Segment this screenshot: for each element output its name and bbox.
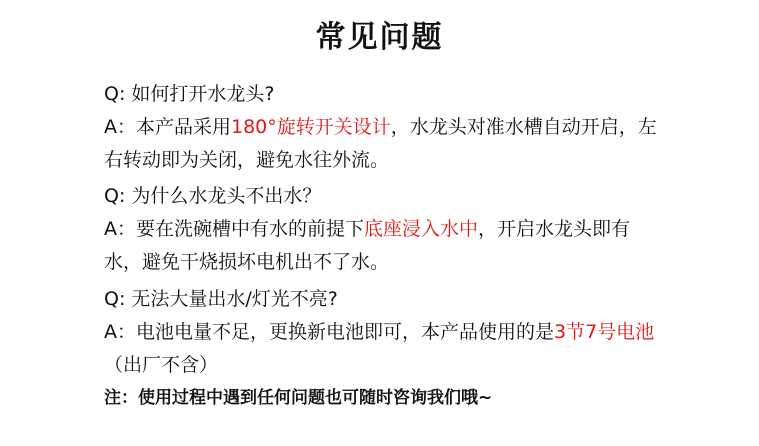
faq-question: Q: 如何打开水龙头? bbox=[104, 83, 275, 105]
footer-note: 注：使用过程中遇到任何问题也可随时咨询我们哦~ bbox=[104, 388, 493, 408]
faq-item bbox=[104, 283, 664, 382]
answer-text: （出厂不含） bbox=[104, 354, 219, 376]
answer-text: A：本产品采用 bbox=[104, 116, 231, 138]
answer-text: ，开启水龙头即有水，避免干烧损坏电机出不了水。 bbox=[104, 218, 631, 273]
faq-item bbox=[104, 180, 664, 279]
faq-answer bbox=[104, 213, 664, 279]
answer-text: A：电池电量不足，更换新电池即可，本产品使用的是 bbox=[104, 321, 554, 343]
answer-highlight: 底座浸入水中 bbox=[364, 218, 479, 240]
faq-answer bbox=[104, 316, 664, 382]
answer-highlight: 180°旋转开关设计 bbox=[231, 116, 391, 138]
faq-answer bbox=[104, 111, 664, 177]
page-title: 常见问题 bbox=[315, 20, 444, 55]
answer-highlight: 3节7号电池 bbox=[554, 321, 655, 343]
answer-text: A：要在洗碗槽中有水的前提下 bbox=[104, 218, 364, 240]
faq-question: Q: 无法大量出水/灯光不亮? bbox=[104, 288, 338, 310]
faq-question: Q: 为什么水龙头不出水？ bbox=[104, 185, 322, 207]
faq-item bbox=[104, 78, 664, 177]
answer-text: ，水龙头对准水槽自动开启，左右转动即为关闭，避免水往外流。 bbox=[104, 116, 657, 171]
